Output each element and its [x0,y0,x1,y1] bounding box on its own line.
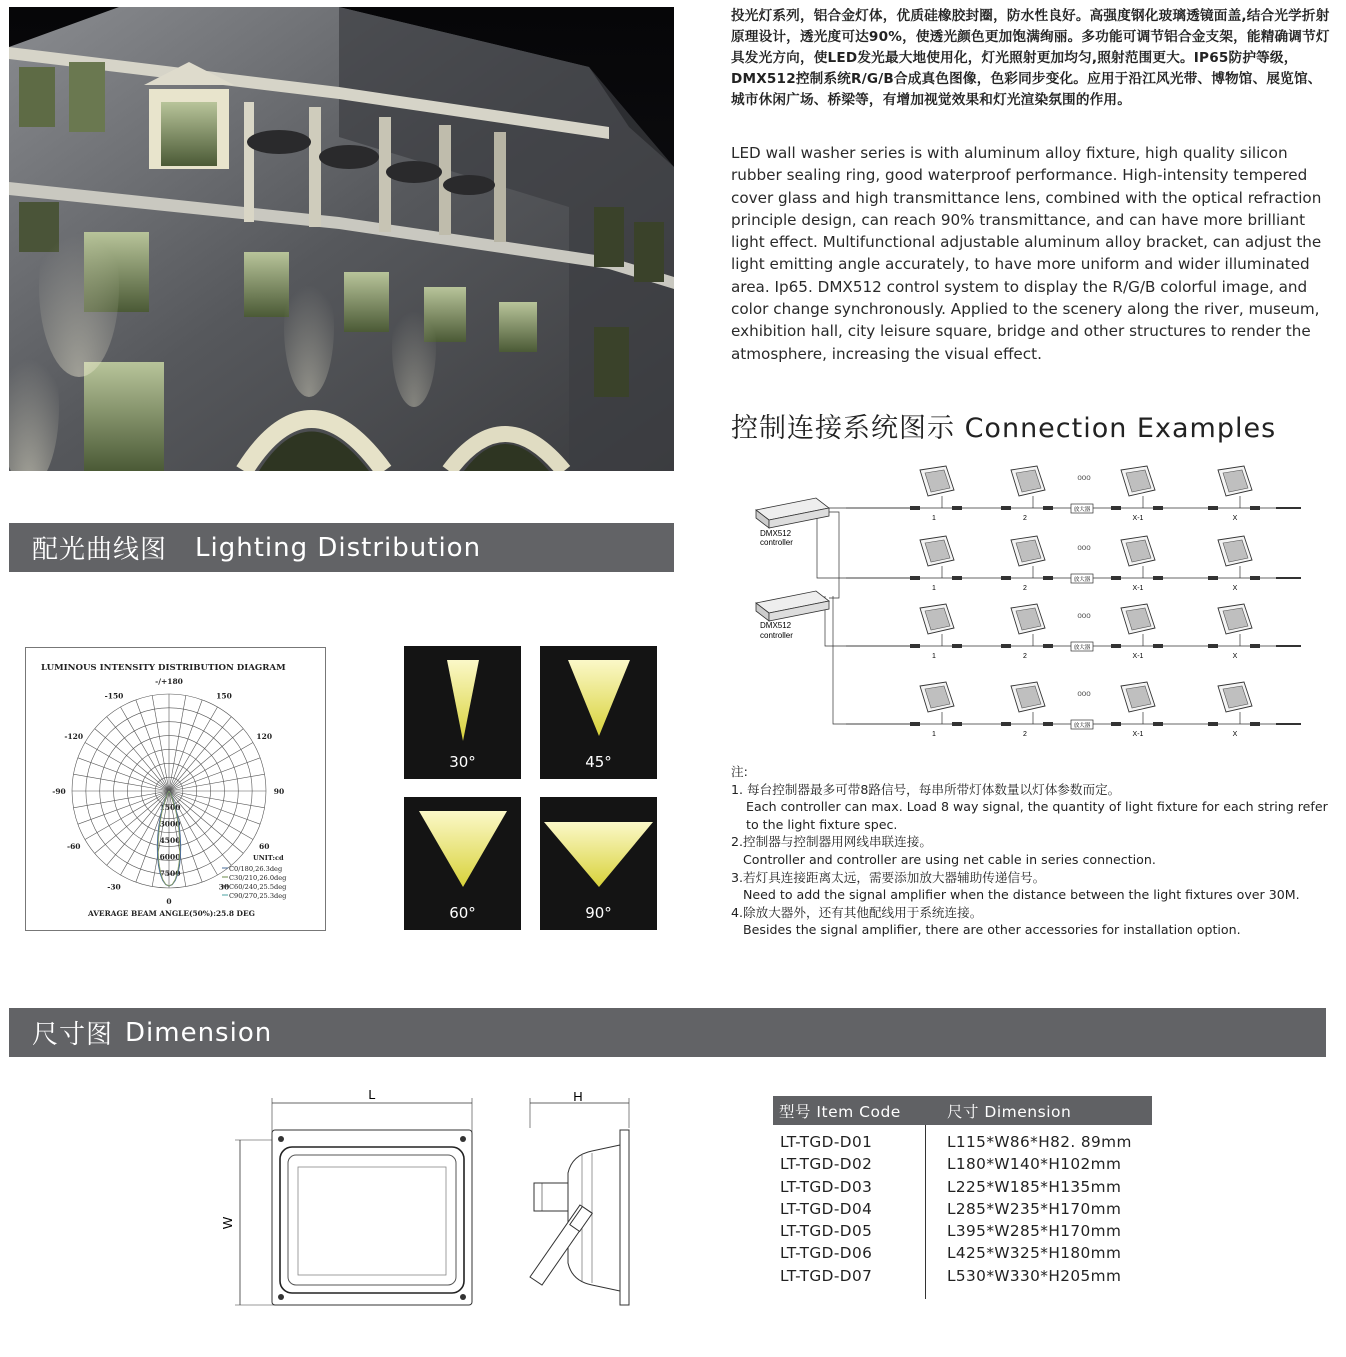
connector [952,722,962,726]
table-row [773,1155,1152,1177]
beam-60-label: 60° [449,904,476,922]
dimension-table-header [773,1096,1152,1125]
dimension-header [9,1008,1326,1057]
table-row [773,1244,1152,1266]
connector [1153,576,1163,580]
radial-label: 6000 [159,852,181,862]
dimension-title-en: Dimension [125,1017,273,1048]
fixture-number: X-1 [1132,731,1144,738]
item-dimension: L115*W86*H82. 89mm [947,1133,1132,1151]
fixture-number: X [1232,731,1238,738]
note-3-en: Need to add the signal amplifier when the distance between the light fixtures over 30M. [743,887,1300,903]
connection-schematic [731,448,1331,758]
fixture-number: X [1232,585,1238,592]
fixture-number: X [1232,653,1238,660]
notes-title: 注: [731,764,748,779]
label-w: W [220,1216,235,1230]
fixture-number: X-1 [1132,515,1144,522]
dimension-title-cn: 尺寸图 [32,1020,114,1050]
continuation-dots: ooo [1077,473,1091,482]
controller-feed [817,503,911,578]
connector [1001,644,1011,648]
item-code: LT-TGD-D05 [780,1222,873,1241]
item-code: LT-TGD-D03 [780,1177,873,1196]
connector [1001,576,1011,580]
radial-label: 3000 [159,819,181,829]
note-4-cn: 4.除放大器外，还有其他配线用于系统连接。 [731,904,983,920]
connector [910,644,920,648]
legend-c30: C30/210,26.0deg [229,874,287,882]
polar-chart [26,648,327,932]
fixture-number: X-1 [1132,585,1144,592]
connector [1001,722,1011,726]
fixture-number: 1 [932,515,936,522]
item-dimension: L395*W285*H170mm [947,1222,1122,1241]
fixture-number: 1 [932,731,936,738]
item-code: LT-TGD-D04 [780,1199,873,1218]
angle-label: 60 [259,842,270,851]
beam-tile-45 [540,646,657,779]
angle-label: -/+180 [155,677,183,686]
note-1-en: Each controller can max. Load 8 way signal, the quantity of light fixture for each string refer to the light fixture spec. [746,799,1328,832]
diagram-title: LUMINOUS INTENSITY DISTRIBUTION DIAGRAM [41,663,286,673]
connector [1250,722,1260,726]
fixture-number: 2 [1023,585,1027,592]
connector [1208,644,1218,648]
amplifier-label: 放大器 [1073,645,1091,651]
fixture-number: 2 [1023,653,1027,660]
fixture-number: 2 [1023,731,1027,738]
legend-c0: C0/180,26.3deg [229,865,283,873]
label-h: H [573,1089,583,1104]
average-beam-angle: AVERAGE BEAM ANGLE(50%):25.8 DEG [88,909,255,918]
notes [731,763,1331,939]
connection-examples-title: 控制连接系统图示 Connection Examples [731,413,1277,444]
angle-label: 30 [218,882,230,892]
controller-feed [825,596,911,646]
beam-30-label: 30° [449,753,476,771]
continuation-dots: ooo [1077,543,1091,552]
description-english: LED wall washer series is with aluminum alloy fixture, high quality silicon rubber sealing ring, good waterproof performance. High-intensity tempered cover glass and high transmittance lens, combined with the optical refraction principle design, can reach 90% transmittance, and can have more brilliant light effect. Multifunctional adjustable aluminum alloy bracket, can adjust the light emitting angle accurately, to have more uniform and wider illuminated area. Ip65. DMX512 control system to display the R/G/B colorful image, and color change synchronously. Applied to the scenery along the river, museum, exhibition hall, city leisure square, bridge and other structures to render the atmosphere, increasing the visual effect. [731,144,1322,363]
connector [952,644,962,648]
amplifier-label: 放大器 [1073,577,1091,583]
note-3-cn: 3.若灯具连接距离太远，需要添加放大器辅助传递信号。 [731,869,1046,885]
luminous-intensity-diagram [25,647,326,931]
radial-label: 1500 [159,803,181,812]
front-view-drawing [220,1083,490,1313]
table-row [773,1178,1152,1200]
radial-label: 7500 [159,869,181,878]
lighting-distribution-header [9,523,674,572]
connector [910,722,920,726]
angle-label: -90 [52,787,66,796]
fixture-number: X [1232,515,1238,522]
controller-1-label: DMX512 [760,529,792,538]
note-2-en: Controller and controller are using net cable in series connection. [743,851,1156,867]
side-view-svg [512,1083,642,1313]
connector [1153,644,1163,648]
item-code: LT-TGD-D02 [780,1155,873,1174]
table-row [773,1133,1152,1155]
controller-1-sublabel: controller [760,538,793,547]
angle-label: 120 [256,732,273,741]
table-row [773,1200,1152,1222]
amplifier-label: 放大器 [1073,507,1091,513]
header-dimension: 尺寸 Dimension [947,1102,1072,1121]
controller-2-sublabel: controller [760,631,793,640]
description-chinese: 投光灯系列，铝合金灯体，优质硅橡胶封圈，防水性良好。高强度钢化玻璃透镜面盖,结合光学折射原理设计，透光度可达90%，使透光颜色更加饱满绚丽。多功能可调节铝合金支架，能精确调节灯具发光方向，使LED发光最大地使用化，灯光照射更加均匀,照射范围更大。IP65防护等级，DMX512控制系统R/G/B合成真色图像，色彩同步变化。应用于沿江风光带、博物馆、展览馆、城市休闲广场、桥梁等，有增加视觉效果和灯光渲染氛围的作用。 [731,8,1330,108]
table-row [773,1267,1152,1289]
item-dimension: L530*W330*H205mm [947,1266,1122,1285]
note-4-en: Besides the signal amplifier, there are other accessories for installation option. [743,922,1241,938]
controller-2-label: DMX512 [760,621,792,630]
connector [910,576,920,580]
connector [1250,576,1260,580]
front-view-svg [220,1083,490,1313]
building-photo [9,7,674,471]
connector [1001,506,1011,510]
item-dimension: L425*W325*H180mm [947,1244,1122,1263]
fixture-number: 2 [1023,515,1027,522]
radial-label: 4500 [159,836,181,845]
fixture-number: 1 [932,585,936,592]
connector [1208,576,1218,580]
header-item-code: 型号 Item Code [779,1102,901,1121]
connector [1208,722,1218,726]
beam-45-label: 45° [585,753,612,771]
beam-tile-30 [404,646,521,779]
controller-link [829,512,839,598]
fixture-number: X-1 [1132,653,1144,660]
connector [1250,506,1260,510]
lighting-title-en: Lighting Distribution [195,532,482,563]
item-code: LT-TGD-D06 [780,1244,873,1263]
legend-c60: C60/240,25.5deg [229,883,287,891]
connector [910,506,920,510]
continuation-dots: ooo [1077,689,1091,698]
legend-c90: C90/270,25.3deg [229,892,287,900]
connector [1111,644,1121,648]
angle-label: -30 [107,882,121,892]
connector [1043,576,1053,580]
item-dimension: L225*W185*H135mm [947,1177,1122,1196]
beam-tile-60 [404,797,521,930]
column-divider [925,1125,926,1299]
controller-1 [756,498,829,547]
controller-feed [833,596,911,724]
note-1-cn: 1. 每台控制器最多可带8路信号，每串所带灯体数量以灯体参数而定。 [731,781,1121,797]
amplifier-label: 放大器 [1073,723,1091,729]
connector [1153,722,1163,726]
angle-label: 0 [166,897,172,906]
lighting-title-cn: 配光曲线图 [32,535,168,565]
beam-tile-90 [540,797,657,930]
side-view-drawing [512,1083,642,1313]
item-code: LT-TGD-D07 [780,1266,873,1285]
note-2-cn: 2.控制器与控制器用网线串联连接。 [731,834,932,850]
angle-label: -150 [104,691,124,701]
beam-90-label: 90° [585,904,612,922]
continuation-dots: ooo [1077,611,1091,620]
connector [1043,722,1053,726]
connector [1111,506,1121,510]
dimension-table [773,1096,1152,1289]
label-l: L [368,1087,376,1102]
item-dimension: L285*W235*H170mm [947,1199,1122,1218]
item-code: LT-TGD-D01 [780,1133,873,1151]
angle-label: 90 [273,787,285,796]
angle-label: 150 [216,691,232,701]
building-illustration [9,7,674,471]
angle-label: -120 [64,732,84,741]
unit-label: UNIT:cd [253,854,284,862]
item-dimension: L180*W140*H102mm [947,1155,1122,1174]
angle-label: -60 [66,842,81,851]
connector [1043,644,1053,648]
connector [1250,644,1260,648]
connector [1208,506,1218,510]
connection-diagram [731,448,1331,758]
fixture-number: 1 [932,653,936,660]
connector [1111,722,1121,726]
controller-2 [756,591,829,640]
dimension-table-body [773,1125,1152,1289]
connector [1153,506,1163,510]
connector [1043,506,1053,510]
connector [1111,576,1121,580]
connector [952,576,962,580]
table-row [773,1222,1152,1244]
connector [952,506,962,510]
